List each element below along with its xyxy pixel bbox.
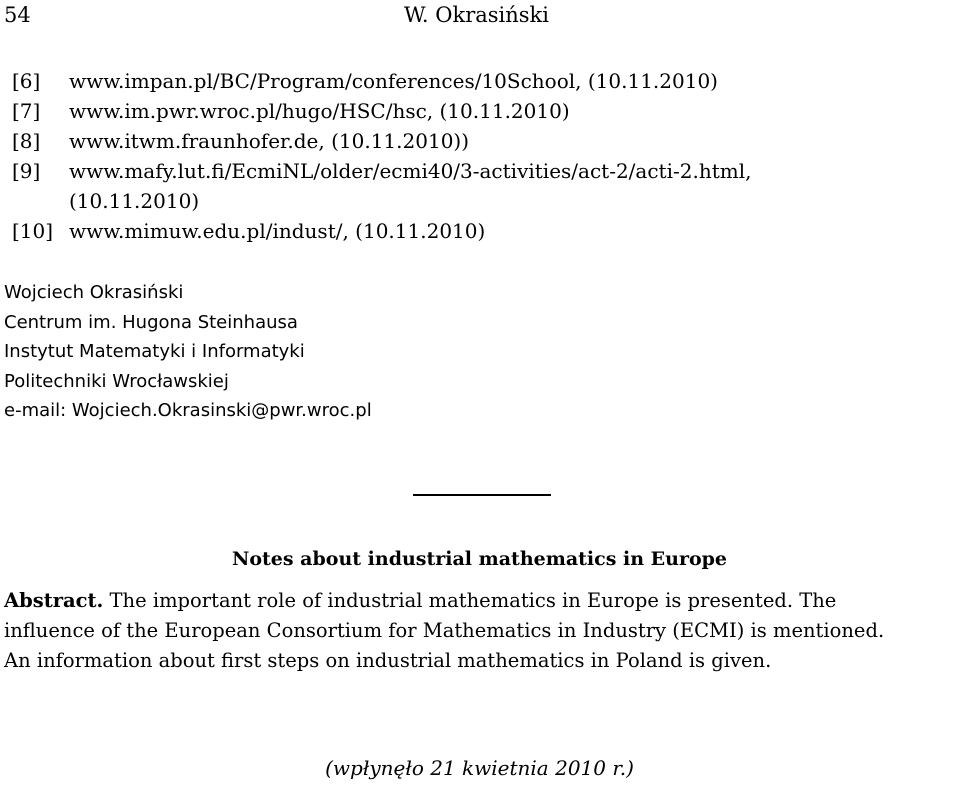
reference-text: www.impan.pl/BC/Program/conferences/10School, (10.11.2010) <box>69 69 718 93</box>
page-header <box>4 0 955 30</box>
page-number: 54 <box>4 3 31 27</box>
author-affiliation <box>4 278 372 426</box>
author-email: e-mail: Wojciech.Okrasinski@pwr.wroc.pl <box>4 400 372 421</box>
reference-list <box>12 66 952 246</box>
english-title: Notes about industrial mathematics in Europe <box>231 548 728 570</box>
reference-text: www.mimuw.edu.pl/indust/, (10.11.2010) <box>69 219 486 243</box>
reference-item <box>12 96 952 126</box>
author-name: Wojciech Okrasiński <box>4 282 184 303</box>
reference-text: www.itwm.fraunhofer.de, (10.11.2010)) <box>69 129 470 153</box>
reference-text: www.mafy.lut.fi/EcmiNL/older/ecmi40/3-activities/act-2/acti-2.html, <box>69 159 752 183</box>
reference-item <box>12 156 952 216</box>
abstract-text: The important role of industrial mathematics in Europe is presented. The <box>109 589 837 612</box>
received-date: (wpłynęło 21 kwietnia 2010 r.) <box>325 756 634 780</box>
reference-label: [10] <box>12 219 54 243</box>
reference-item <box>12 66 952 96</box>
abstract-line: An information about first steps on industrial mathematics in Poland is given. <box>4 649 772 672</box>
reference-label: [6] <box>12 69 41 93</box>
affiliation-center: Centrum im. Hugona Steinhausa <box>4 311 298 333</box>
reference-label: [7] <box>12 99 41 123</box>
affiliation-university: Politechniki Wrocławskiej <box>4 370 229 392</box>
abstract-label: Abstract. <box>4 589 104 612</box>
abstract-line: influence of the European Consortium for Mathematics in Industry (ECMI) is mentioned. <box>4 619 885 642</box>
reference-label: [9] <box>12 159 41 183</box>
reference-text-continued: (10.11.2010) <box>69 189 200 213</box>
section-divider <box>413 494 551 496</box>
running-head: W. Okrasiński <box>404 3 550 27</box>
reference-item <box>12 216 952 246</box>
abstract <box>4 586 959 676</box>
abstract-line <box>4 586 959 616</box>
reference-item <box>12 126 952 156</box>
reference-label: [8] <box>12 129 41 153</box>
affiliation-institute: Instytut Matematyki i Informatyki <box>4 341 305 362</box>
reference-text: www.im.pwr.wroc.pl/hugo/HSC/hsc, (10.11.2010) <box>69 99 570 123</box>
